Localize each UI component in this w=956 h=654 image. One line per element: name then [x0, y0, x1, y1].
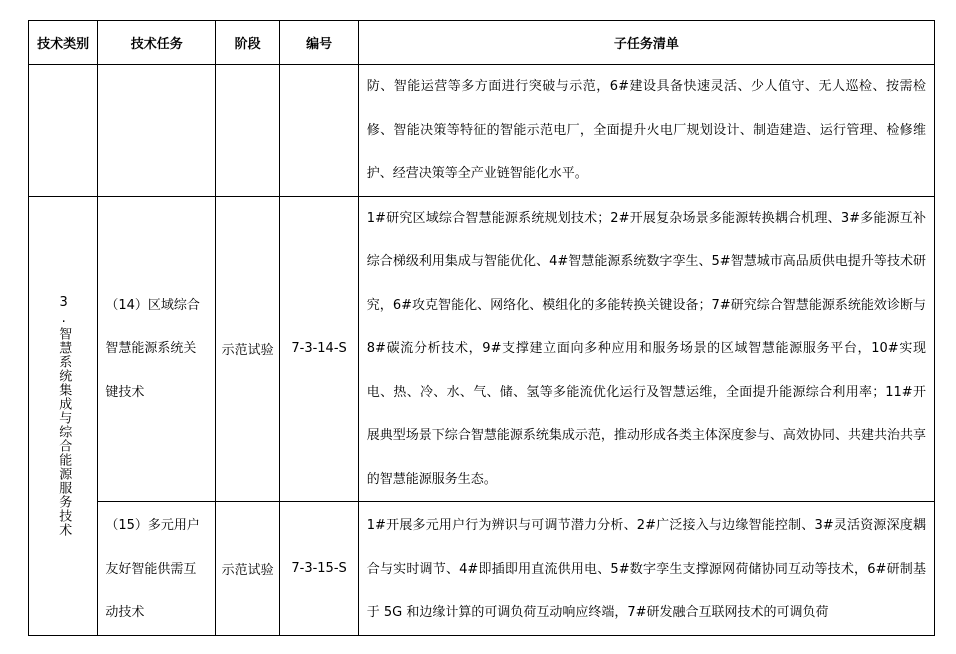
header-category: 技术类别: [29, 21, 98, 65]
stage-cell: 示范试验: [216, 502, 280, 636]
table-row: [29, 65, 935, 197]
table-row: [29, 502, 935, 636]
subtasks-text: 1#开展多元用户行为辨识与可调节潜力分析、2#广泛接入与边缘智能控制、3#灵活资源深度耦合与实时调节、4#即插即用直流供用电、5#数字孪生支撑源网荷储协同互动等技术，6#研制基于 5G 和边缘计算的可调负荷互动响应终端，7#研发融合互联网技术的可调负荷: [366, 518, 926, 620]
category-cell: [29, 65, 98, 197]
code-cell: 7-3-14-S: [280, 196, 358, 502]
subtasks-cell: [358, 196, 934, 502]
category-text: 3.智慧系统集成与综合能源服务技术: [56, 294, 72, 537]
header-row: [29, 21, 935, 65]
header-subtasks: 子任务清单: [358, 21, 934, 65]
tech-task-table: [28, 20, 935, 636]
header-task: 技术任务: [98, 21, 216, 65]
table-row: [29, 196, 935, 502]
stage-cell: [216, 65, 280, 197]
task-cell: （15）多元用户友好智能供需互动技术: [98, 502, 216, 636]
header-stage: 阶段: [216, 21, 280, 65]
subtasks-text: 1#研究区域综合智慧能源系统规划技术；2#开展复杂场景多能源转换耦合机理、3#多能源互补综合梯级利用集成与智能优化、4#智慧能源系统数字孪生、5#智慧城市高品质供电提升等技术研究，6#攻克智能化、网络化、模组化的多能转换关键设备；7#研究综合智慧能源系统能效诊断与 8#碳流分析技术，9#支撑建立面向多种应用和服务场景的区域智慧能源服务平台，10#实现电、热、冷、水、气、储、氢等多能流优化运行及智慧运维，全面提升能源综合利用率；11#开展典型场景下综合智慧能源系统集成示范，推动形成各类主体深度参与、高效协同、共建共治共享的智慧能源服务生态。: [366, 210, 926, 487]
code-cell: 7-3-15-S: [280, 502, 358, 636]
task-cell: [98, 65, 216, 197]
category-cell: [29, 196, 98, 635]
subtasks-cell: [358, 502, 934, 636]
subtasks-cell: [358, 65, 934, 197]
code-cell: [280, 65, 358, 197]
task-cell: （14）区域综合智慧能源系统关键技术: [98, 196, 216, 502]
header-code: 编号: [280, 21, 358, 65]
stage-cell: 示范试验: [216, 196, 280, 502]
subtasks-text: 防、智能运营等多方面进行突破与示范，6#建设具备快速灵活、少人值守、无人巡检、按需检修、智能决策等特征的智能示范电厂，全面提升火电厂规划设计、制造建造、运行管理、检修维护、经营决策等全产业链智能化水平。: [366, 79, 926, 181]
